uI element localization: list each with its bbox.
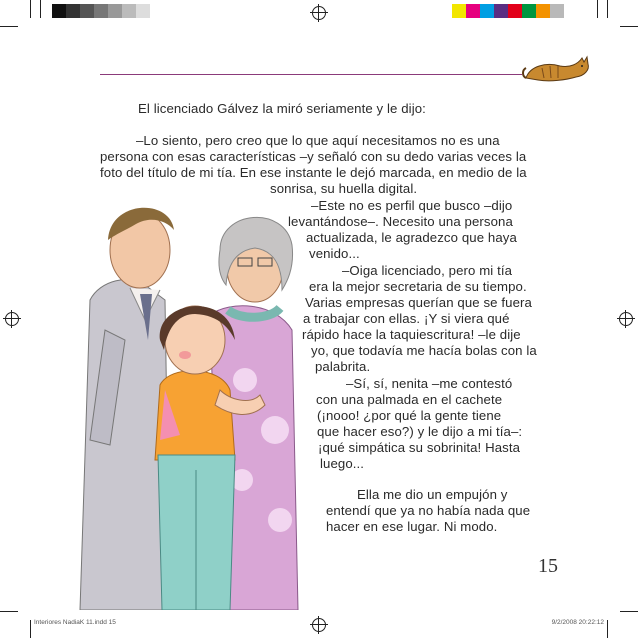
text-line: venido... [309,246,360,261]
registration-mark-icon [5,312,19,326]
text-line: –Oiga licenciado, pero mi tía [342,263,513,278]
gray-swatch [80,4,94,18]
text-line: rápido hace la taquiescritura! –le dije [302,327,521,342]
text-line: –Este no es perfil que busco –dijo [311,198,513,213]
gray-swatch [66,4,80,18]
text-line: –Sí, sí, nenita –me contestó [346,376,513,391]
gray-swatch [136,4,150,18]
text-line: con una palmada en el cachete [316,392,503,407]
slug-filename: Interiores NadiaK 11.indd 15 [34,619,116,626]
text-line: –Lo siento, pero creo que lo que aquí necesitamos no es una [136,133,500,148]
color-swatch [466,4,480,18]
text-line: persona con esas características –y señaló con su dedo varias veces la [100,149,527,164]
color-swatch [522,4,536,18]
crop-mark [620,26,638,27]
text-line: que hacer eso?) y le dijo a mi tía–: [317,424,523,439]
color-swatch [480,4,494,18]
crop-mark [30,0,31,18]
slug-timestamp: 9/2/2008 20:22:12 [551,619,604,626]
text-line: (¡nooo! ¿por qué la gente tiene [317,408,502,423]
text-line: levantándose–. Necesito una persona [288,214,513,229]
crop-mark [607,620,608,638]
text-line: sonrisa, su huella digital. [270,181,418,196]
text-line: Ella me dio un empujón y [357,487,508,502]
registration-mark-icon [619,312,633,326]
text-line: era la mejor secretaria de su tiempo. [309,279,527,294]
text-line: a trabajar con ellas. ¡Y si viera qué [303,311,510,326]
crop-mark [620,611,638,612]
crop-mark [0,611,18,612]
crop-mark [607,0,608,18]
text-line: Varias empresas querían que se fuera [305,295,532,310]
gray-swatch [94,4,108,18]
illustration [70,190,300,610]
registration-mark-icon [312,618,326,632]
gray-swatch [52,4,66,18]
text-line: El licenciado Gálvez la miró seriamente y le dijo: [138,101,426,116]
gray-swatch [108,4,122,18]
color-swatch [508,4,522,18]
registration-mark-icon [312,6,326,20]
color-swatch [452,4,466,18]
text-line: entendí que ya no había nada que [326,503,531,518]
color-swatch [550,4,564,18]
text-line: foto del título de mi tía. En ese instante le dejó marcada, en medio de la [100,165,527,180]
text-line: yo, que todavía me hacía bolas con la [311,343,537,358]
crop-mark [0,26,18,27]
color-swatch [494,4,508,18]
color-swatch [536,4,550,18]
text-line: actualizada, le agradezco que haya [306,230,517,245]
text-line: hacer en ese lugar. Ni modo. [326,519,498,534]
page-number: 15 [538,555,558,577]
gray-swatch [122,4,136,18]
crop-mark [30,620,31,638]
text-line: palabrita. [315,359,371,374]
crop-mark [597,0,598,18]
text-line: luego... [320,456,365,471]
text-line: ¡qué simpática su sobrinita! Hasta [318,440,521,455]
crop-mark [40,0,41,18]
cat-illustration [520,52,592,86]
header-rule [100,74,522,75]
